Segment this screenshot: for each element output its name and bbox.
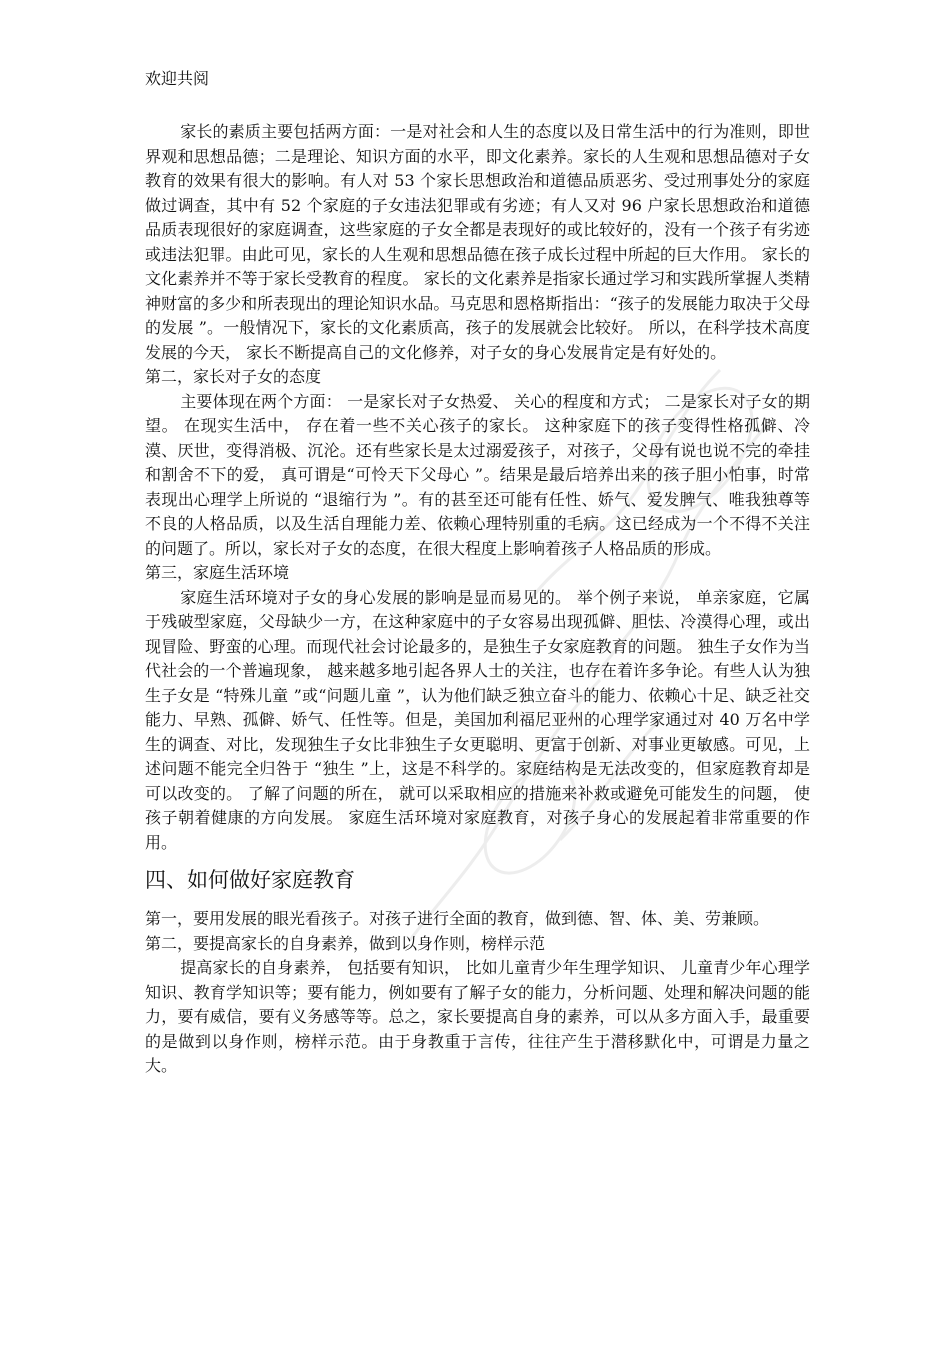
paragraph-attitude: 主要体现在两个方面： 一是家长对子女热爱、 关心的程度和方式； 二是家长对子女的期望。 在现实生活中， 存在着一些不关心孩子的家长。 这种家庭下的孩子变得性格孤僻、冷漠、厌世，变得消极、沉沦。还有些家长是太过溺爱孩子，对孩子，父母有说也说不完的牵挂和割舍不下的爱， 真可谓是“可怜天下父母心 ”。结果是最后培养出来的孩子胆小怕事，时常表现出心理学上所说的 “退缩行为 ”。有的甚至还可能有任性、娇气、爱发脾气、唯我独尊等不良的人格品质，以及生活自理能力差、依赖心理特别重的毛病。这已经成为一个不得不关注的问题了。所以，家长对子女的态度，在很大程度上影响着孩子人格品质的形成。 (145, 391, 810, 558)
document-page (145, 68, 810, 1079)
paragraph-self-quality: 提高家长的自身素养， 包括要有知识， 比如儿童青少年生理学知识、 儿童青少年心理学知识、教育学知识等；要有能力，例如要有了解子女的能力，分析问题、处理和解决问题的能力，要有威信，要有义务感等等。总之，家长要提高自身的素养，可以从多方面入手，最重要的是做到以身作则，榜样示范。由于身教重于言传，往往产生于潜移默化中，可谓是力量之大。 (145, 958, 810, 1075)
header-label: 欢迎共阅 (145, 69, 210, 88)
subheading-attitude: 第二，家长对子女的态度 (145, 367, 322, 386)
subheading-first: 第一，要用发展的眼光看孩子。对孩子进行全面的教育，做到德、智、体、美、劳兼顾。 (145, 909, 770, 928)
section-title-four: 四、如何做好家庭教育 (145, 868, 355, 892)
subheading-second: 第二，要提高家长的自身素养，做到以身作则，榜样示范 (145, 933, 546, 953)
paragraph-parent-quality: 家长的素质主要包括两方面：一是对社会和人生的态度以及日常生活中的行为准则，即世界观和思想品德；二是理论、知识方面的水平，即文化素养。家长的人生观和思想品德对子女教育的效果有很大的影响。有人对 53 个家长思想政治和道德品质恶劣、受过刑事处分的家庭做过调查，其中有 52 个家庭的子女违法犯罪或有劣迹；有人又对 96 户家长思想政治和道德品质表现很好的家庭调查，这些家庭的子女全都是表现好的或比较好的，没有一个孩子有劣迹或违法犯罪。由此可见，家长的人生观和思想品德在孩子成长过程中所起的巨大作用。 家长的文化素养并不等于家长受教育的程度。 家长的文化素养是指家长通过学习和实践所掌握人类精神财富的多少和所表现出的理论知识水品。马克思和恩格斯指出：“孩子的发展能力取决于父母的发展 ”。一般情况下，家长的文化素质高，孩子的发展就会比较好。 所以，在科学技术高度发展的今天， 家长不断提高自己的文化修养，对子女的身心发展肯定是有好处的。 (145, 122, 810, 362)
paragraph-environment: 家庭生活环境对子女的身心发展的影响是显而易见的。 举个例子来说， 单亲家庭，它属于残破型家庭，父母缺少一方，在这种家庭中的子女容易出现孤僻、胆怯、冷漠得心理，或出现冒险、野蛮的心理。而现代社会讨论最多的，是独生子女家庭教育的问题。 独生子女作为当代社会的一个普遍现象， 越来越多地引起各界人士的关注，也存在着许多争论。有些人认为独生子女是 “特殊儿童 ”或“问题儿童 ”，认为他们缺乏独立奋斗的能力、依赖心十足、缺乏社交能力、早熟、孤僻、娇气、任性等。但是，美国加利福尼亚州的心理学家通过对 40 万名中学生的调查、对比，发现独生子女比非独生子女更聪明、更富于创新、对事业更敏感。可见，上述问题不能完全归咎于 “独生 ”上，这是不科学的。家庭结构是无法改变的，但家庭教育却是可以改变的。 了解了问题的所在， 就可以采取相应的措施来补救或避免可能发生的问题， 使孩子朝着健康的方向发展。 家庭生活环境对家庭教育，对孩子身心的发展起着非常重要的作用。 (145, 587, 810, 852)
subheading-environment: 第三，家庭生活环境 (145, 563, 290, 582)
